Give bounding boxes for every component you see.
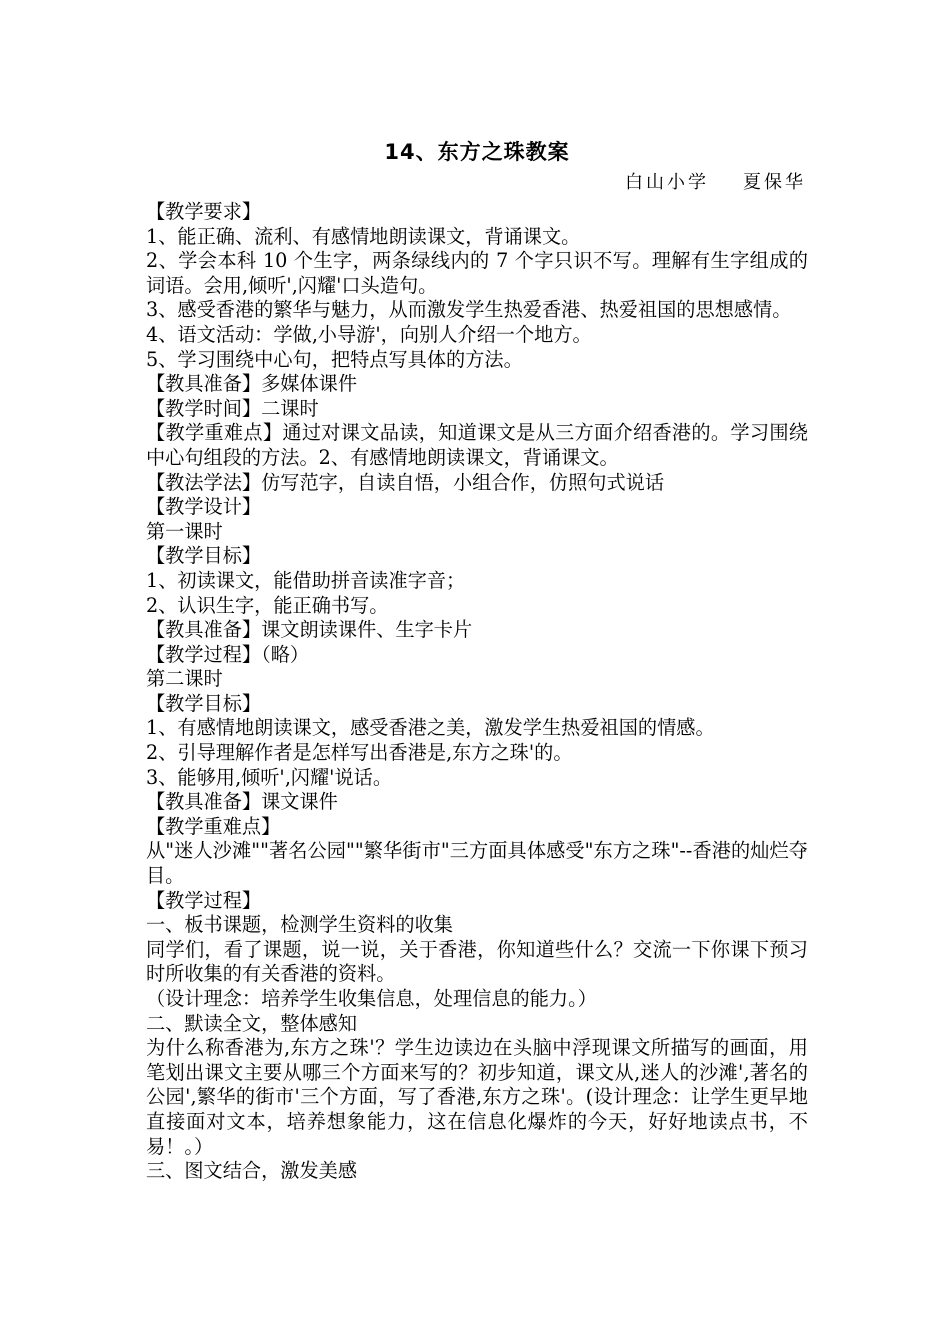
author-name: 夏保华 <box>743 172 806 193</box>
body-paragraph: 1、初读课文，能借助拼音读准字音； <box>146 568 466 592</box>
body-paragraph: 【教学目标】 <box>146 544 262 568</box>
document-title: 14、东方之珠教案 <box>384 140 570 164</box>
author-school: 白山小学 <box>625 172 709 193</box>
body-paragraph: 3、感受香港的繁华与魅力，从而激发学生热爱香港、热爱祖国的思想感情。 <box>146 298 792 322</box>
body-paragraph: 【教具准备】课文朗读课件、生字卡片 <box>146 618 473 642</box>
body-paragraph: 【教学设计】 <box>146 495 262 519</box>
body-paragraph: 4、语文活动：学做‚小导游'，向别人介绍一个地方。 <box>146 322 592 346</box>
body-paragraph: 【教学重难点】通过对课文品读，知道课文是从三方面介绍香港的。学习围绕中心句组段的方法。2、有感情地朗读课文，背诵课文。 <box>146 421 808 469</box>
body-paragraph: 【教学要求】 <box>146 200 262 223</box>
body-paragraph: 2、学会本科 10 个生字，两条绿线内的 7 个字只识不写。理解有生字组成的词语。会用‚倾听'‚闪耀'口头造句。 <box>146 249 808 297</box>
body-paragraph: 同学们，看了课题，说一说，关于香港，你知道些什么？交流一下你课下预习时所收集的有关香港的资料。 <box>146 937 808 986</box>
body-paragraph: 【教具准备】课文课件 <box>146 790 338 814</box>
body-paragraph: 5、学习围绕中心句，把特点写具体的方法。 <box>146 347 523 371</box>
body-paragraph: （设计理念：培养学生收集信息，处理信息的能力。） <box>146 987 597 1010</box>
body-paragraph: 【教学重难点】 <box>146 814 281 838</box>
body-paragraph: 从"迷人沙滩""著名公园""繁华街市"三方面具体感受"东方之珠"--香港的灿烂夺目。 <box>146 839 808 888</box>
body-paragraph: 【教学过程】 <box>146 888 262 912</box>
document-body <box>146 200 808 1184</box>
body-paragraph: 一、板书课题，检测学生资料的收集 <box>146 913 453 937</box>
body-paragraph: 2、引导理解作者是怎样写出香港是‚东方之珠'的。 <box>146 741 573 765</box>
body-paragraph: 【教学目标】 <box>146 691 262 715</box>
body-paragraph: 二、默读全文，整体感知 <box>146 1011 358 1035</box>
body-paragraph: 三、图文结合，激发美感 <box>146 1159 358 1183</box>
document-page <box>146 138 808 1184</box>
body-paragraph: 1、有感情地朗读课文，感受香港之美，激发学生热爱祖国的情感。 <box>146 716 715 740</box>
body-paragraph: 【教学时间】二课时 <box>146 396 319 420</box>
body-paragraph: 1、能正确、流利、有感情地朗读课文，背诵课文。 <box>146 224 581 248</box>
body-paragraph: 【教具准备】多媒体课件 <box>146 372 358 396</box>
body-paragraph: 2、认识生字，能正确书写。 <box>146 593 389 617</box>
body-paragraph: 第二课时 <box>146 667 223 691</box>
author-line <box>146 170 808 200</box>
body-paragraph: 【教法学法】仿写范字，自读自悟，小组合作，仿照句式说话 <box>146 470 665 494</box>
body-paragraph: 3、能够用‚倾听'‚闪耀'说话。 <box>146 765 393 789</box>
body-paragraph: 为什么称香港为‚东方之珠'？学生边读边在头脑中浮现课文所描写的画面，用笔划出课文主要从哪三个方面来写的？初步知道，课文从‚迷人的沙滩'‚著名的公园'‚繁华的街市'三个方面，写了香港‚东方之珠'。(设计理念：让学生更早地直接面对文本，培养想象能力，这在信息化爆炸的今天，好好地读点书，不易！。） <box>146 1036 808 1158</box>
body-paragraph: 第一课时 <box>146 519 223 543</box>
body-paragraph: 【教学过程】（略） <box>146 642 310 666</box>
